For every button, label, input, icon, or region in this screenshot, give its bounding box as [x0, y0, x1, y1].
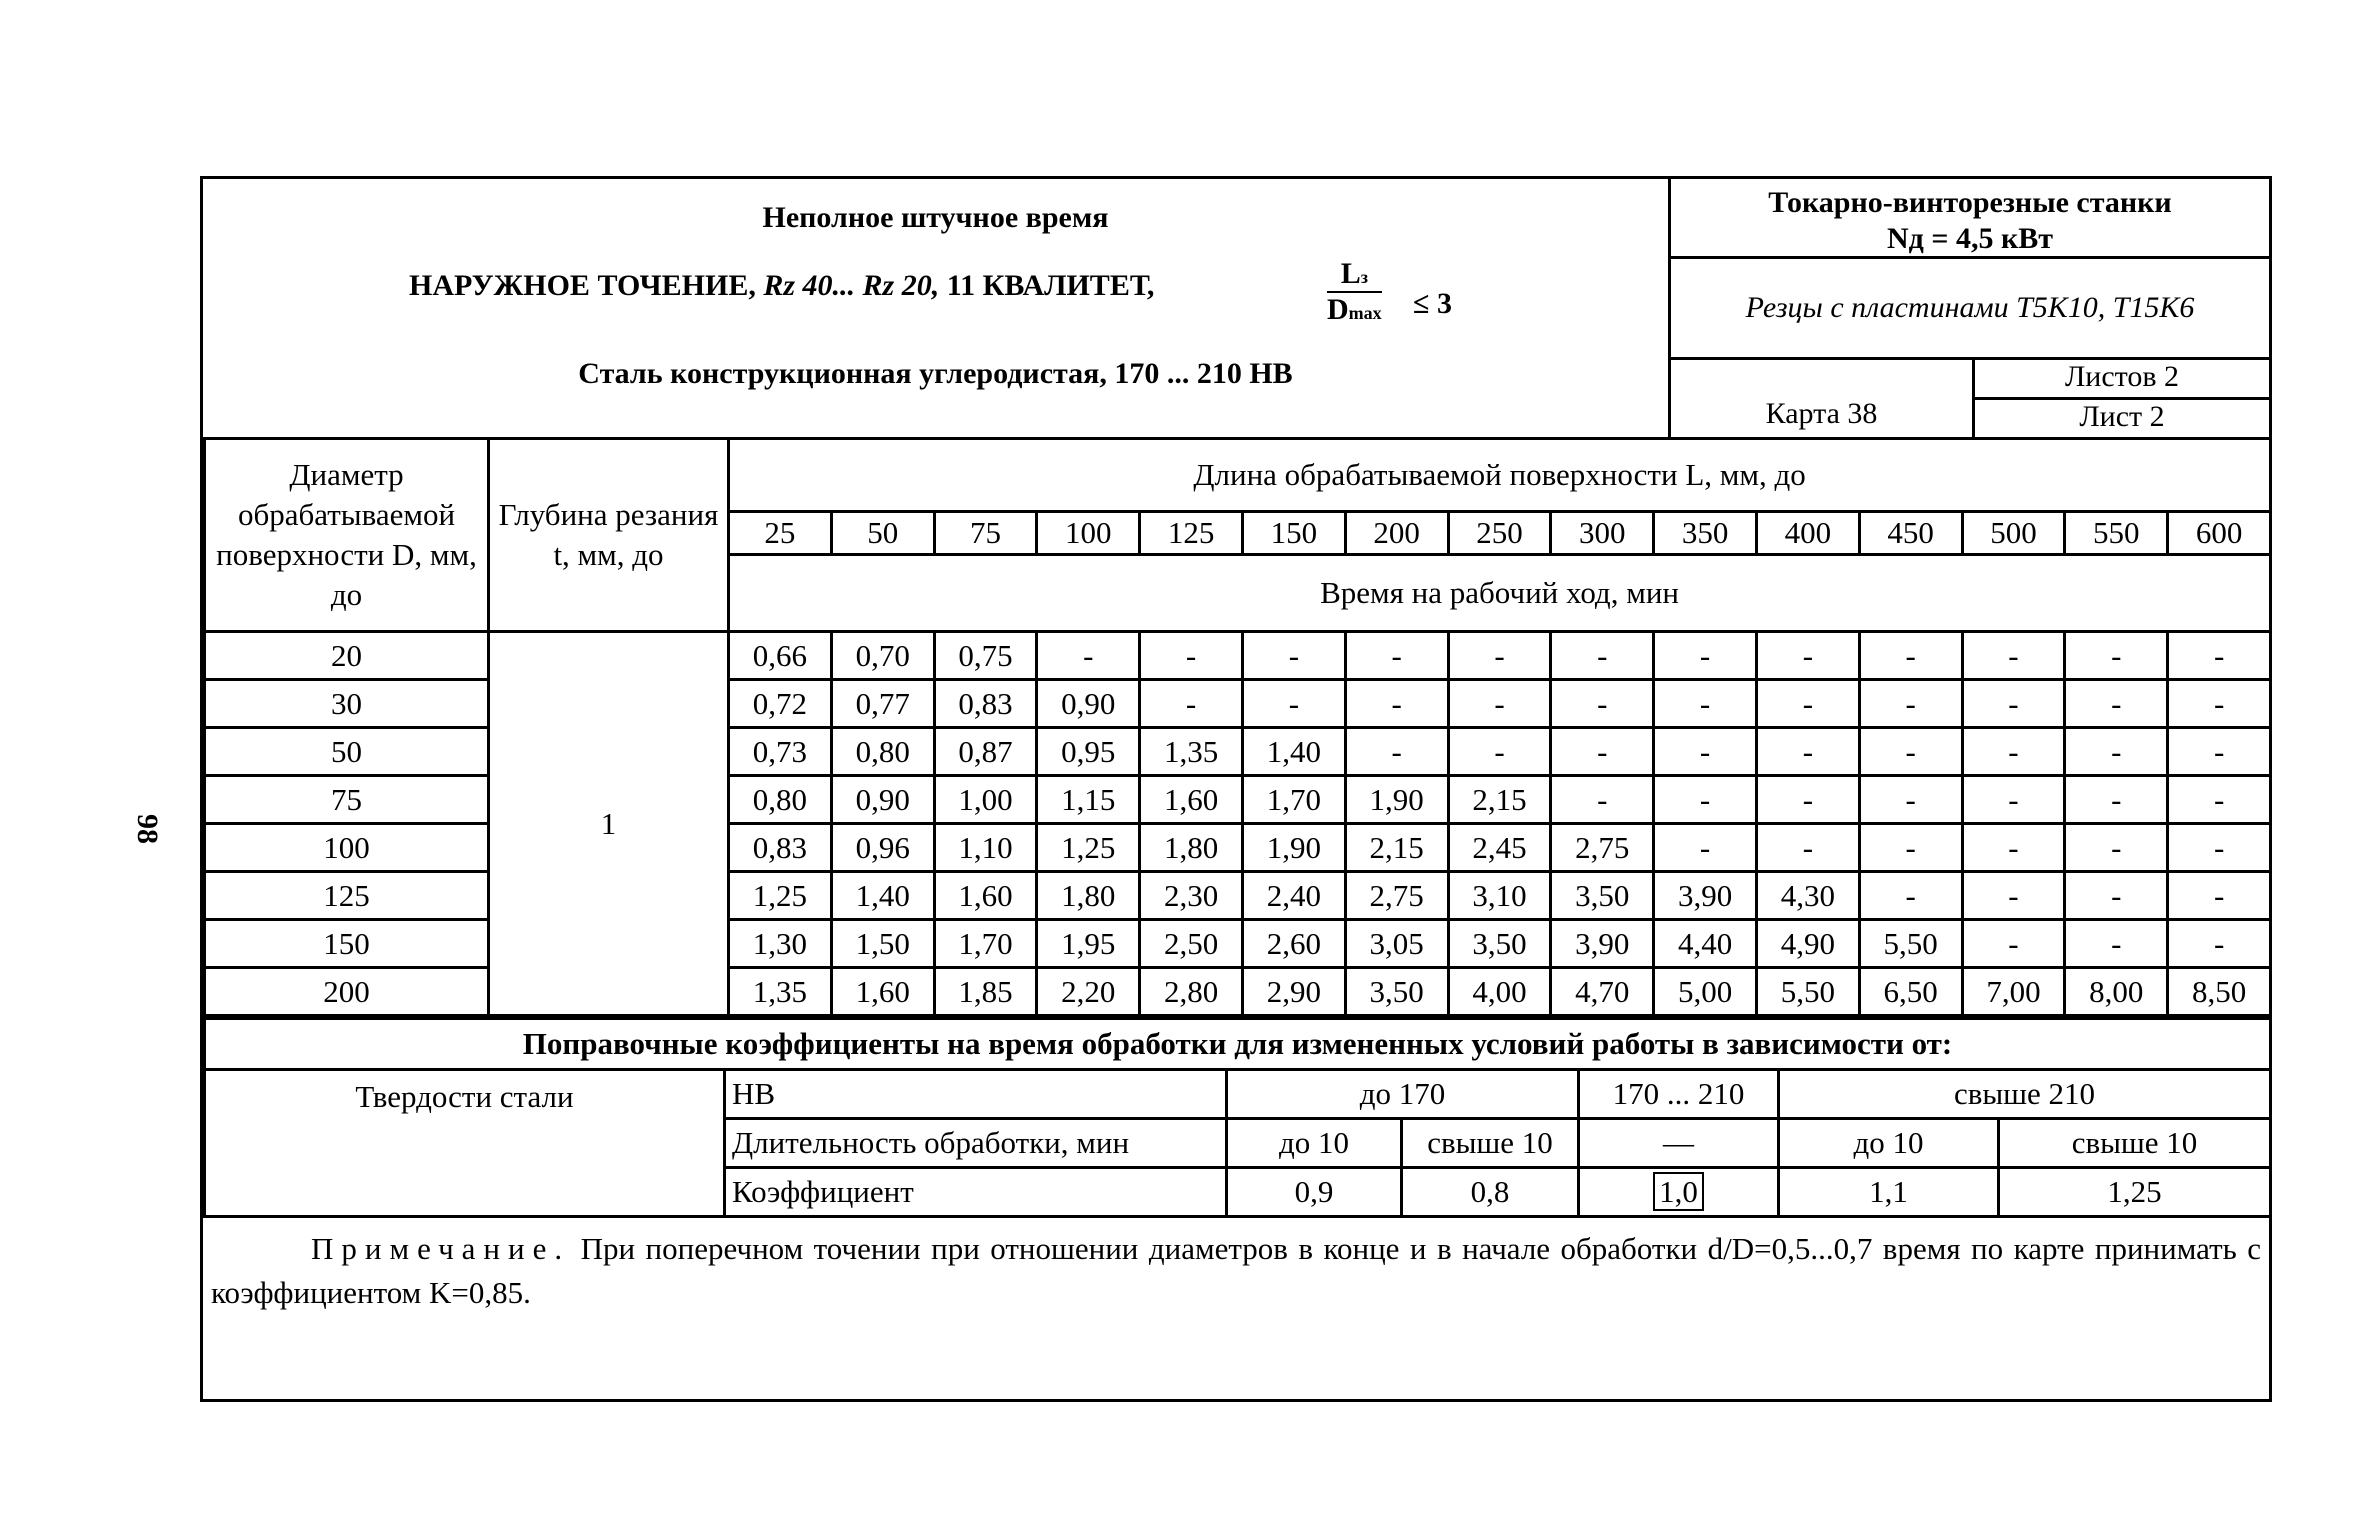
time-value: 1,70 [934, 920, 1037, 968]
machine-line-1: Токарно-винторезные станки [1768, 186, 2172, 219]
time-value: 0,75 [934, 632, 1037, 680]
time-value: 2,20 [1037, 968, 1140, 1016]
time-value: - [1654, 824, 1757, 872]
time-value: 3,50 [1551, 872, 1654, 920]
note-text: При поперечном точении при отношении диаметров в конце и в начале обработки d/D=0,5...0,7 время по карте принимать с коэффициентом K=0,85. [211, 1231, 2261, 1310]
time-value: - [1654, 680, 1757, 728]
coefficient-cell: 1,25 [1999, 1168, 2271, 1217]
time-value: - [1551, 776, 1654, 824]
time-value: 0,90 [831, 776, 934, 824]
time-value: 3,05 [1345, 920, 1448, 968]
time-value: - [1140, 680, 1243, 728]
time-value: 3,90 [1551, 920, 1654, 968]
diameter-value: 150 [205, 920, 489, 968]
time-value: 4,30 [1756, 872, 1859, 920]
time-value: 3,90 [1654, 872, 1757, 920]
hb-group: свыше 210 [1779, 1070, 2271, 1119]
time-value: 3,50 [1448, 920, 1551, 968]
diameter-value: 200 [205, 968, 489, 1016]
time-value: 0,72 [729, 680, 832, 728]
time-value: - [2065, 680, 2168, 728]
time-value: 0,87 [934, 728, 1037, 776]
operation-line [409, 269, 1154, 303]
note [203, 1227, 2269, 1315]
time-value: - [1962, 872, 2065, 920]
time-value: - [1756, 680, 1859, 728]
time-value: - [1242, 632, 1345, 680]
tools-line: Резцы с пластинами Т5К10, Т15К6 [1671, 259, 2269, 360]
time-value: 8,00 [2065, 968, 2168, 1016]
length-value: 125 [1140, 512, 1243, 555]
time-value: 8,50 [2168, 968, 2271, 1016]
time-value: - [1037, 632, 1140, 680]
time-value: - [1242, 680, 1345, 728]
coefficient-cell: 0,9 [1227, 1168, 1402, 1217]
time-value: 0,66 [729, 632, 832, 680]
time-value: 1,25 [1037, 824, 1140, 872]
header-left [203, 179, 1671, 437]
page-number: 98 [131, 814, 164, 844]
coefficient-cell [1579, 1168, 1779, 1217]
time-value: - [1654, 776, 1757, 824]
coefficient-label: Коэффициент [725, 1168, 1227, 1217]
time-table [203, 437, 2272, 1017]
diameter-value: 75 [205, 776, 489, 824]
factor-label: Твердости стали [205, 1070, 725, 1217]
time-value: - [2065, 728, 2168, 776]
length-value: 450 [1859, 512, 1962, 555]
time-value: - [1756, 824, 1859, 872]
time-value: 4,90 [1756, 920, 1859, 968]
length-header: Длина обрабатываемой поверхности L, мм, до [729, 439, 2271, 512]
time-value: - [1448, 632, 1551, 680]
time-value: 1,35 [1140, 728, 1243, 776]
time-value: - [1345, 728, 1448, 776]
material-line: Сталь конструкционная углеродистая, 170 ... 210 НВ [578, 357, 1293, 390]
time-value: 1,90 [1345, 776, 1448, 824]
roughness-from: Rz 40... [763, 269, 856, 302]
time-value: - [1962, 680, 2065, 728]
time-value: - [1345, 680, 1448, 728]
time-value: 0,83 [729, 824, 832, 872]
ratio-fraction [1327, 257, 1382, 327]
duration-cell: до 10 [1779, 1119, 1999, 1168]
time-value: 0,96 [831, 824, 934, 872]
table-row [205, 632, 2271, 680]
time-value: 1,40 [1242, 728, 1345, 776]
roughness-to: Rz 20, [862, 269, 940, 302]
fraction-numerator: Lз [1327, 257, 1382, 293]
time-header: Время на рабочий ход, мин [729, 555, 2271, 632]
time-value: 4,40 [1654, 920, 1757, 968]
length-value: 600 [2168, 512, 2271, 555]
time-value: - [2168, 824, 2271, 872]
length-value: 25 [729, 512, 832, 555]
time-value: - [1654, 632, 1757, 680]
time-value: - [1859, 824, 1962, 872]
length-value: 400 [1756, 512, 1859, 555]
time-value: 2,40 [1242, 872, 1345, 920]
hb-group: до 170 [1227, 1070, 1579, 1119]
time-value: 1,10 [934, 824, 1037, 872]
time-value: 1,00 [934, 776, 1037, 824]
time-value: 2,90 [1242, 968, 1345, 1016]
column-header-diameter: Диаметр обрабатываемой поверхности D, мм, до [205, 439, 489, 632]
time-value: - [1962, 632, 2065, 680]
time-value: - [2168, 632, 2271, 680]
diameter-value: 100 [205, 824, 489, 872]
time-value: 0,83 [934, 680, 1037, 728]
time-value: 2,60 [1242, 920, 1345, 968]
corrections-table [203, 1017, 2272, 1218]
operation-name: НАРУЖНОЕ ТОЧЕНИЕ, [409, 269, 756, 302]
time-value: 1,35 [729, 968, 832, 1016]
time-value: - [2168, 680, 2271, 728]
time-value: 0,73 [729, 728, 832, 776]
length-value: 50 [831, 512, 934, 555]
header-title: Неполное штучное время [762, 201, 1109, 234]
time-value: - [1859, 776, 1962, 824]
diameter-value: 125 [205, 872, 489, 920]
time-value: 7,00 [1962, 968, 2065, 1016]
time-value: 2,30 [1140, 872, 1243, 920]
qualitet: 11 КВАЛИТЕТ, [946, 269, 1155, 302]
machine-type [1671, 179, 2269, 259]
time-value: 1,80 [1140, 824, 1243, 872]
length-value: 250 [1448, 512, 1551, 555]
length-value: 75 [934, 512, 1037, 555]
column-header-depth: Глубина резания t, мм, до [489, 439, 729, 632]
time-value: 1,70 [1242, 776, 1345, 824]
duration-cell: свыше 10 [1999, 1119, 2271, 1168]
time-value: - [2065, 920, 2168, 968]
card-number: Карта 38 [1671, 357, 1975, 437]
time-value: - [2168, 776, 2271, 824]
time-value: - [2065, 824, 2168, 872]
time-value: 5,50 [1756, 968, 1859, 1016]
fraction-relation: ≤ 3 [1413, 287, 1452, 320]
time-value: 1,85 [934, 968, 1037, 1016]
length-value: 200 [1345, 512, 1448, 555]
duration-cell: до 10 [1227, 1119, 1402, 1168]
depth-value: 1 [489, 632, 729, 1016]
length-value: 100 [1037, 512, 1140, 555]
time-value: 1,25 [729, 872, 832, 920]
time-value: 5,50 [1859, 920, 1962, 968]
time-value: 4,00 [1448, 968, 1551, 1016]
time-value: 6,50 [1859, 968, 1962, 1016]
coefficient-cell: 0,8 [1402, 1168, 1579, 1217]
time-value: 0,95 [1037, 728, 1140, 776]
time-value: - [1756, 776, 1859, 824]
time-value: 1,30 [729, 920, 832, 968]
time-value: - [2168, 920, 2271, 968]
duration-label: Длительность обработки, мин [725, 1119, 1227, 1168]
time-value: - [1859, 680, 1962, 728]
time-value: - [1551, 680, 1654, 728]
time-value: 0,70 [831, 632, 934, 680]
time-value: 1,60 [1140, 776, 1243, 824]
time-value: - [2168, 872, 2271, 920]
corrections-caption: Поправочные коэффициенты на время обработки для измененных условий работы в зависимости от: [205, 1019, 2271, 1070]
time-value: 1,90 [1242, 824, 1345, 872]
normative-card [200, 176, 2272, 1402]
time-value: 4,70 [1551, 968, 1654, 1016]
time-value: 1,40 [831, 872, 934, 920]
hb-group: 170 ... 210 [1579, 1070, 1779, 1119]
time-value: - [1962, 824, 2065, 872]
coefficient-cell: 1,1 [1779, 1168, 1999, 1217]
time-value: - [1962, 728, 2065, 776]
time-value: 0,80 [831, 728, 934, 776]
time-value: 1,50 [831, 920, 934, 968]
time-value: 2,75 [1345, 872, 1448, 920]
time-value: - [1654, 728, 1757, 776]
fraction-denominator: Dmax [1327, 293, 1382, 326]
note-label: Примечание. [311, 1231, 571, 1266]
diameter-value: 50 [205, 728, 489, 776]
time-value: - [2065, 872, 2168, 920]
time-value: 0,90 [1037, 680, 1140, 728]
time-value: - [1859, 872, 1962, 920]
time-value: 3,50 [1345, 968, 1448, 1016]
length-value: 500 [1962, 512, 2065, 555]
diameter-value: 20 [205, 632, 489, 680]
hb-label: НВ [725, 1070, 1227, 1119]
time-value: 1,95 [1037, 920, 1140, 968]
sheet-number: Лист 2 [2079, 400, 2165, 433]
time-value: - [1345, 632, 1448, 680]
time-value: 1,80 [1037, 872, 1140, 920]
time-value: - [2168, 728, 2271, 776]
length-value: 300 [1551, 512, 1654, 555]
time-value: 3,10 [1448, 872, 1551, 920]
header-right [1671, 179, 2269, 437]
length-value: 550 [2065, 512, 2168, 555]
duration-cell: свыше 10 [1402, 1119, 1579, 1168]
time-value: 0,80 [729, 776, 832, 824]
time-value: 5,00 [1654, 968, 1757, 1016]
time-value: - [1962, 920, 2065, 968]
time-value: - [1448, 728, 1551, 776]
time-value: - [1859, 632, 1962, 680]
time-value: 0,77 [831, 680, 934, 728]
time-value: 2,75 [1551, 824, 1654, 872]
time-value: 1,60 [831, 968, 934, 1016]
time-value: - [2065, 632, 2168, 680]
time-value: - [1448, 680, 1551, 728]
time-value: - [1140, 632, 1243, 680]
time-value: - [2065, 776, 2168, 824]
time-value: - [1551, 728, 1654, 776]
length-value: 350 [1654, 512, 1757, 555]
time-value: - [1962, 776, 2065, 824]
time-value: 2,15 [1448, 776, 1551, 824]
time-value: - [1756, 632, 1859, 680]
base-coefficient: 1,0 [1653, 1172, 1704, 1211]
time-value: 1,60 [934, 872, 1037, 920]
time-value: - [1859, 728, 1962, 776]
time-value: 2,80 [1140, 968, 1243, 1016]
length-value: 150 [1242, 512, 1345, 555]
time-value: - [1756, 728, 1859, 776]
time-value: 2,45 [1448, 824, 1551, 872]
time-value: - [1551, 632, 1654, 680]
machine-power: Nд = 4,5 кВт [1887, 222, 2053, 255]
time-value: 2,50 [1140, 920, 1243, 968]
duration-cell: — [1579, 1119, 1779, 1168]
time-value: 1,15 [1037, 776, 1140, 824]
time-value: 2,15 [1345, 824, 1448, 872]
diameter-value: 30 [205, 680, 489, 728]
card-header [203, 179, 2269, 440]
sheets-total: Листов 2 [1975, 357, 2269, 400]
